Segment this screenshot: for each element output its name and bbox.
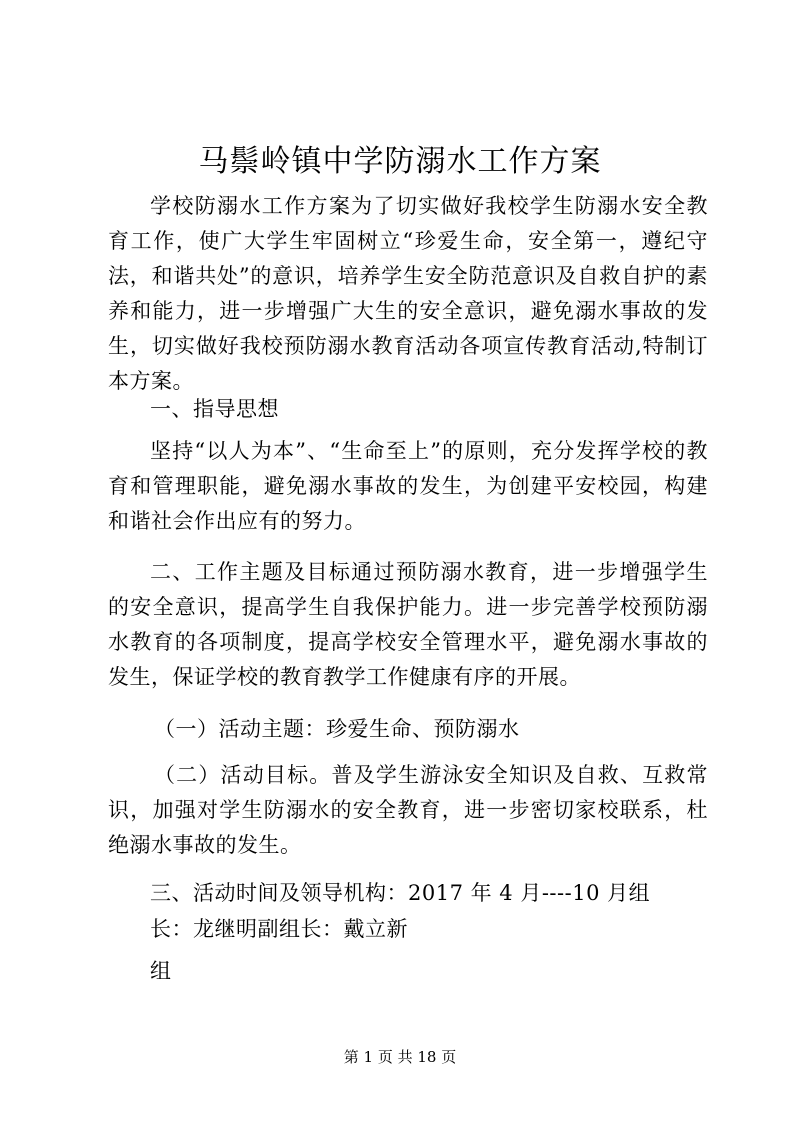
guiding-paragraph: 坚持“以人为本”、“生命至上”的原则，充分发挥学校的教育和管理职能，避免溺水事故的发生，为创建平安校园，构建和谐社会作出应有的努力。 bbox=[108, 439, 708, 533]
intro-paragraph: 学校防溺水工作方案为了切实做好我校学生防溺水安全教育工作，使广大学生牢固树立“珍爱生命，安全第一，遵纪守法，和谐共处”的意识，培养学生安全防范意识及自救自护的素养和能力，进一步增强广大生的安全意识，避免溺水事故的发生，切实做好我校预防溺水教育活动各项宣传教育活动,特制订本方案。 bbox=[108, 194, 708, 393]
leader-line: 长：龙继明副组长：戴立新 bbox=[150, 917, 408, 941]
activity-theme-line: （一）活动主题：珍爱生命、预防溺水 bbox=[154, 717, 520, 741]
page-footer: 第 1 页 共 18 页 bbox=[343, 1048, 457, 1066]
section-heading-time: 三、活动时间及领导机构：2017 年 4 月----10 月组 bbox=[150, 881, 651, 905]
member-line: 组 bbox=[150, 959, 172, 983]
theme-paragraph: 二、工作主题及目标通过预防溺水教育，进一步增强学生的安全意识，提高学生自我保护能力。进一步完善学校预防溺水教育的各项制度，提高学校安全管理水平，避免溺水事故的发生，保证学校的教育教学工作健康有序的开展。 bbox=[108, 560, 708, 689]
document-title: 马鬃岭镇中学防溺水工作方案 bbox=[198, 144, 602, 179]
section-heading-guiding: 一、指导思想 bbox=[150, 397, 279, 421]
activity-goal-paragraph: （二）活动目标。普及学生游泳安全知识及自救、互救常识，加强对学生防溺水的安全教育，进一步密切家校联系，杜绝溺水事故的发生。 bbox=[108, 763, 708, 857]
